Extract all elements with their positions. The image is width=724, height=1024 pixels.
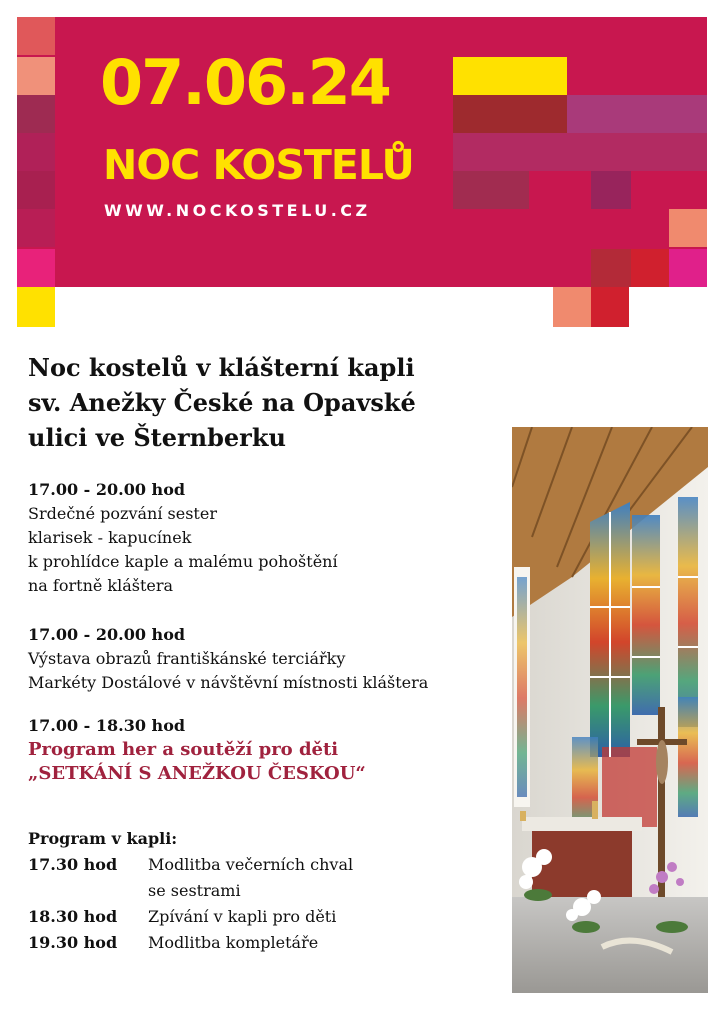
banner-date: 07.06.24	[100, 46, 390, 119]
banner-tile	[631, 249, 669, 287]
event-line: klarisek - kapucínek	[28, 528, 192, 547]
banner-tile	[17, 133, 55, 171]
event-time: 17.00 - 20.00 hod	[28, 625, 186, 644]
event-children-program	[28, 714, 366, 786]
event-line: k prohlídce kaple a malému pohoštění	[28, 552, 338, 571]
schedule-desc-line: Modlitba večerních chval	[148, 855, 354, 874]
schedule-time: 18.30 hod	[28, 907, 118, 926]
schedule-desc	[148, 852, 408, 904]
chapel-interior-photo	[512, 427, 708, 993]
banner-tile	[669, 209, 707, 247]
banner-tile	[17, 209, 55, 247]
chapel-schedule	[28, 826, 408, 956]
banner-tile	[453, 133, 707, 171]
event-exhibition	[28, 623, 428, 695]
banner-tile	[17, 171, 55, 209]
event-line: Srdečné pozvání sester	[28, 504, 217, 523]
event-highlight: Program her a soutěží pro děti	[28, 739, 339, 760]
banner-tile	[17, 287, 55, 327]
banner-tile	[669, 249, 707, 287]
banner-tile	[553, 287, 591, 327]
banner-tile	[17, 249, 55, 287]
banner-tile	[567, 95, 707, 133]
schedule-desc-line: se sestrami	[148, 881, 241, 900]
page-title-line: sv. Anežky České na Opavské	[28, 388, 416, 417]
banner-tile	[17, 17, 55, 55]
banner-url: WWW.NOCKOSTELU.CZ	[104, 201, 371, 220]
page-title-line: Noc kostelů v klášterní kapli	[28, 353, 415, 382]
banner-tile	[453, 57, 567, 95]
event-line: Výstava obrazů františkánské terciářky	[28, 649, 346, 668]
schedule-desc: Zpívání v kapli pro děti	[148, 907, 337, 926]
banner-tile	[17, 57, 55, 95]
event-line: Markéty Dostálové v návštěvní místnosti kláštera	[28, 673, 429, 692]
event-time: 17.00 - 20.00 hod	[28, 480, 186, 499]
banner	[0, 0, 724, 330]
banner-tile	[591, 249, 631, 287]
banner-tile	[17, 95, 55, 133]
schedule-desc: Modlitba kompletáře	[148, 933, 319, 952]
schedule-title: Program v kapli:	[28, 829, 178, 848]
banner-tile	[591, 171, 631, 209]
event-time: 17.00 - 18.30 hod	[28, 716, 186, 735]
schedule-time: 19.30 hod	[28, 933, 118, 952]
event-tour	[28, 478, 338, 598]
banner-tile	[453, 95, 567, 133]
page-title	[28, 350, 508, 455]
banner-tile	[591, 287, 629, 327]
schedule-row	[28, 930, 408, 956]
schedule-row	[28, 904, 408, 930]
schedule-time: 17.30 hod	[28, 855, 118, 874]
page-title-line: ulici ve Šternberku	[28, 423, 286, 452]
banner-tile	[453, 171, 529, 209]
schedule-row	[28, 852, 408, 904]
event-line: na fortně kláštera	[28, 576, 174, 595]
banner-title: NOC KOSTELŮ	[103, 141, 414, 189]
event-highlight: „SETKÁNÍ S ANEŽKOU ČESKOU“	[28, 763, 366, 784]
